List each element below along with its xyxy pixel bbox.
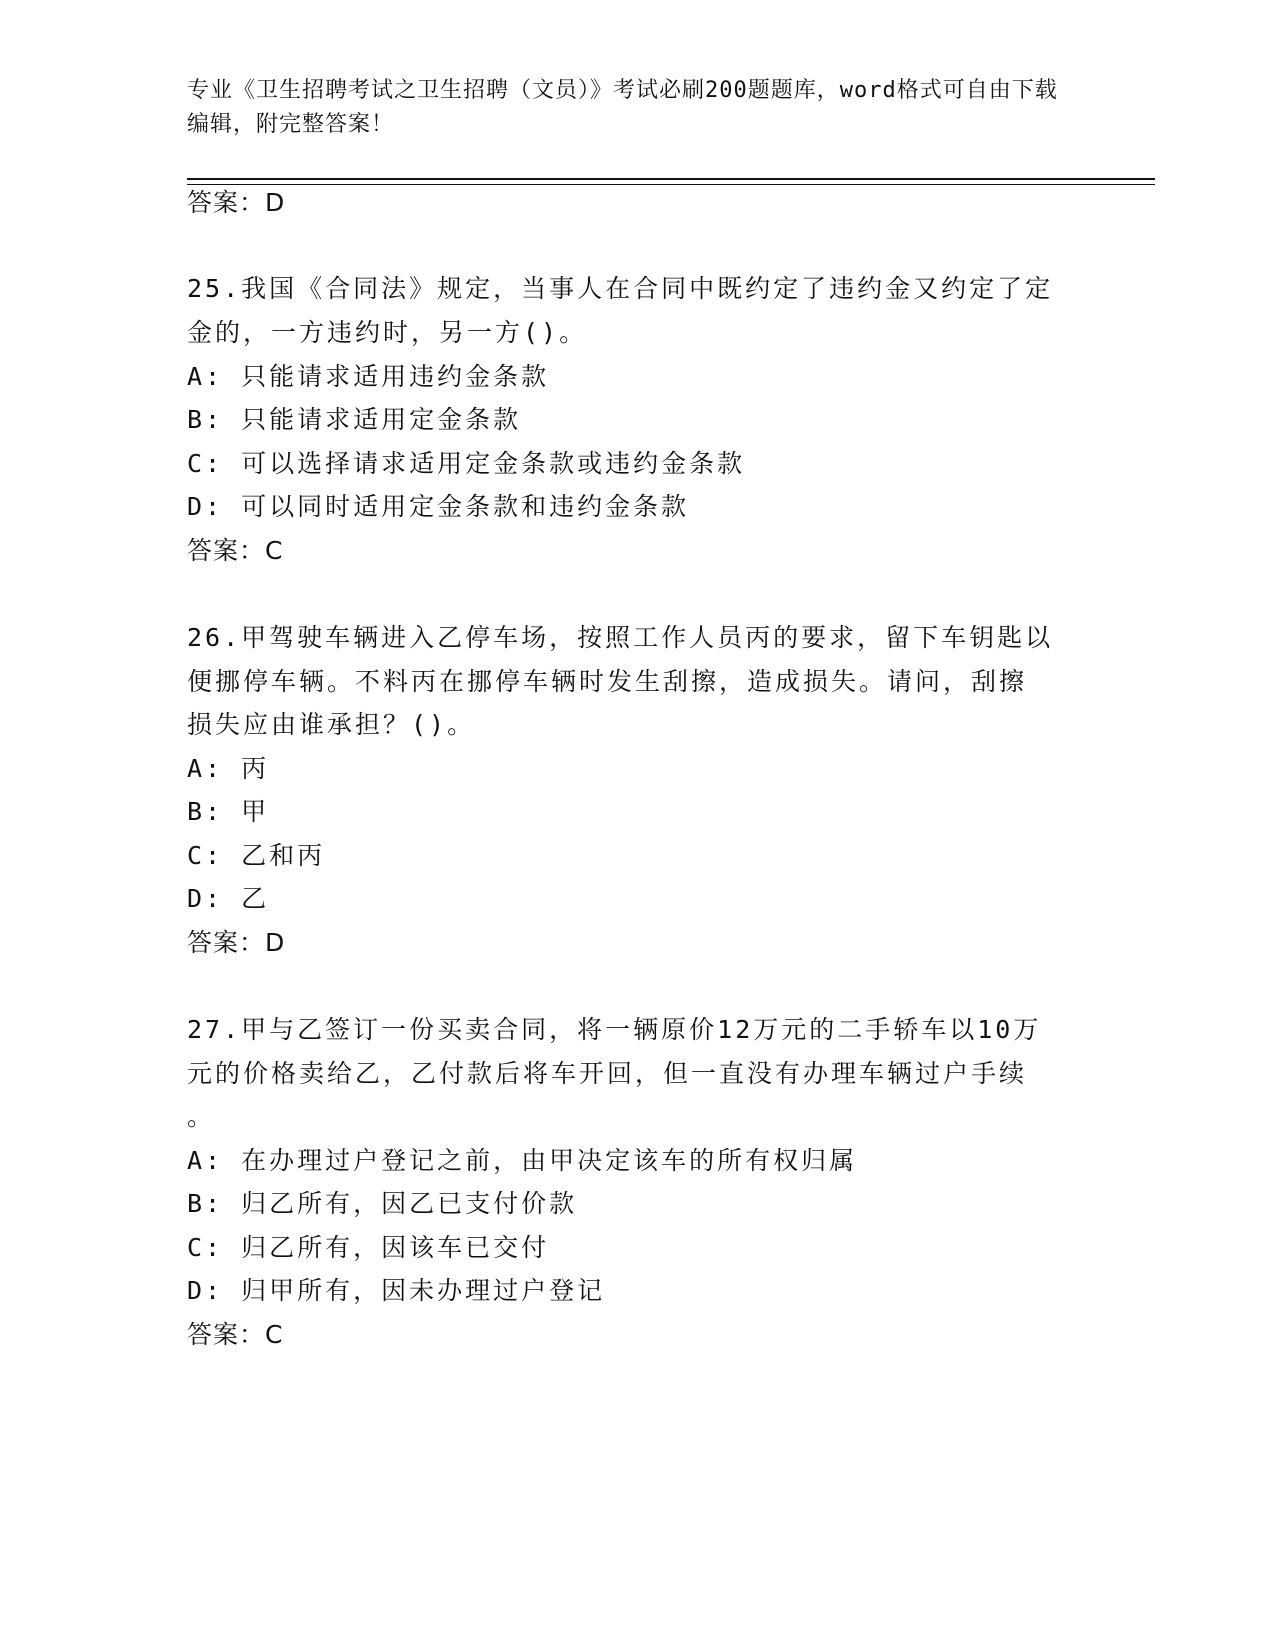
answer-label: 答案：C	[187, 536, 284, 565]
question-text-line: 26.甲驾驶车辆进入乙停车场，按照工作人员丙的要求，留下车钥匙以	[187, 623, 1054, 652]
question-text-line: 损失应由谁承担？()。	[187, 710, 476, 739]
previous-answer: 答案：D	[187, 188, 286, 217]
question-text-line: 金的，一方违约时，另一方()。	[187, 318, 588, 347]
option-a: A: 只能请求适用违约金条款	[187, 362, 550, 391]
option-d: D: 可以同时适用定金条款和违约金条款	[187, 492, 690, 521]
question-text-line: 元的价格卖给乙，乙付款后将车开回，但一直没有办理车辆过户手续	[187, 1059, 1028, 1088]
option-b: B: 归乙所有，因乙已支付价款	[187, 1189, 578, 1218]
question-text-line: 便挪停车辆。不料丙在挪停车辆时发生刮擦，造成损失。请问，刮擦	[187, 667, 1028, 696]
page-header: 专业《卫生招聘考试之卫生招聘（文员）》考试必刷200题题库，word格式可自由下载编辑，附完整答案！	[187, 78, 1058, 137]
option-b: B: 甲	[187, 797, 270, 826]
option-d: D: 乙	[187, 884, 270, 913]
header-rule-thin	[187, 184, 1155, 185]
question-text-line: 。	[187, 1102, 216, 1131]
header-rule-thick	[187, 178, 1155, 180]
answer-label: 答案：D	[187, 928, 286, 957]
option-a: A: 在办理过户登记之前，由甲决定该车的所有权归属	[187, 1146, 858, 1175]
option-c: C: 乙和丙	[187, 841, 326, 870]
option-c: C: 可以选择请求适用定金条款或违约金条款	[187, 449, 746, 478]
answer-label: 答案：C	[187, 1320, 284, 1349]
option-d: D: 归甲所有，因未办理过户登记	[187, 1276, 606, 1305]
option-a: A: 丙	[187, 754, 270, 783]
question-text-line: 25.我国《合同法》规定，当事人在合同中既约定了违约金又约定了定	[187, 274, 1054, 303]
option-b: B: 只能请求适用定金条款	[187, 405, 522, 434]
question-text-line: 27.甲与乙签订一份买卖合同，将一辆原价12万元的二手轿车以10万	[187, 1015, 1042, 1044]
option-c: C: 归乙所有，因该车已交付	[187, 1233, 550, 1262]
